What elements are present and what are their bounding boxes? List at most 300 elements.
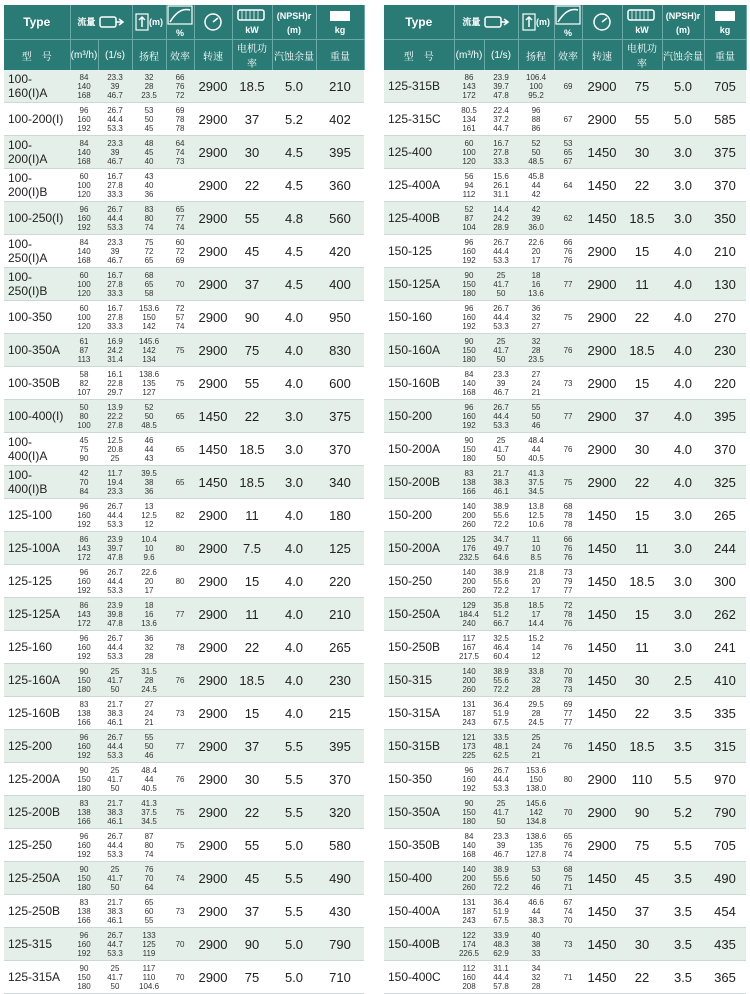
flow-m3h-cell: 84 140 168 [454,829,484,862]
efficiency-cell: 53 65 67 [554,136,582,169]
motor-icon [626,8,658,22]
flow-ls-col-label: (1/s) [484,40,518,71]
efficiency-cell: 76 [554,334,582,367]
weight-cell: 180 [316,499,364,532]
flow-ls-cell: 26.7 44.4 53.3 [484,763,518,796]
table-row [4,763,364,796]
table-body [384,70,746,994]
flow-m3h-col-label: (m³/h) [454,40,484,71]
flow-m3h-cell: 90 150 180 [454,334,484,367]
flow-m3h-cell: 96 160 192 [454,301,484,334]
speed-col-label: 转速 [194,40,232,71]
head-cell: 153.6 150 138.0 [518,763,554,796]
efficiency-cell: 75 [554,466,582,499]
speed-cell: 2900 [582,103,622,136]
model-cell: 125-200B [4,796,70,829]
flow-ls-cell: 11.7 19.4 23.3 [98,466,132,499]
table-row [384,763,746,796]
power-cell: 37 [232,268,272,301]
table-row [384,730,746,763]
flow-ls-cell: 34.7 49.7 64.6 [484,532,518,565]
flow-ls-cell: 23.3 39 46.7 [98,70,132,103]
efficiency-cell: 82 [166,499,194,532]
speed-cell: 2900 [194,730,232,763]
flow-ls-cell: 25 41.7 50 [484,268,518,301]
head-cell: 32 28 23.5 [132,70,166,103]
flow-ls-cell: 26.7 44.4 53.3 [484,301,518,334]
flow-m3h-cell: 117 167 217.5 [454,631,484,664]
efficiency-cell: 76 [166,664,194,697]
weight-cell: 402 [316,103,364,136]
speed-header [582,5,622,40]
weight-cell: 315 [704,730,746,763]
efficiency-cell: 77 [166,730,194,763]
model-col-label: 型 号 [4,40,70,71]
efficiency-header: % [554,5,582,40]
flow-m3h-cell: 90 150 180 [70,664,98,697]
flow-m3h-cell: 96 160 192 [70,565,98,598]
head-cell: 13.8 12.5 10.6 [518,499,554,532]
model-cell: 125-160 [4,631,70,664]
weight-cell: 395 [316,136,364,169]
efficiency-col-label: 效率 [166,40,194,71]
speed-gauge-icon [198,12,228,32]
model-cell: 150-160B [384,367,454,400]
speed-cell: 1450 [582,631,622,664]
speed-cell: 2900 [194,532,232,565]
weight-cell: 130 [704,268,746,301]
weight-cell: 220 [704,367,746,400]
flow-header: 流量 [454,5,518,40]
flow-m3h-cell: 56 94 112 [454,169,484,202]
npsh-cell: 3.5 [662,961,704,994]
npsh-col-label: 汽蚀余量 [272,40,316,71]
model-cell: 100-400(I)A [4,433,70,466]
npsh-cell: 4.0 [272,631,316,664]
efficiency-cell: 70 [166,928,194,961]
flow-ls-cell: 33.5 48.1 62.5 [484,730,518,763]
weight-cell: 370 [704,169,746,202]
weight-cell: 210 [316,598,364,631]
power-cell: 11 [232,598,272,631]
model-cell: 125-400A [384,169,454,202]
table-row [4,334,364,367]
weight-cell: 395 [316,730,364,763]
efficiency-cell: 75 [166,367,194,400]
speed-cell: 1450 [582,565,622,598]
efficiency-cell: 65 [166,433,194,466]
npsh-col-label: 汽蚀余量 [662,40,704,71]
speed-cell: 2900 [582,763,622,796]
weight-cell: 230 [316,664,364,697]
efficiency-cell: 73 [166,697,194,730]
flow-ls-cell: 23.3 39 46.7 [98,235,132,268]
model-cell: 125-315C [384,103,454,136]
power-cell: 75 [622,829,662,862]
flow-ls-cell: 23.3 39 46.7 [484,367,518,400]
head-cell: 27 24 21 [518,367,554,400]
table-row [4,631,364,664]
flow-ls-cell: 22.4 37.2 44.7 [484,103,518,136]
weight-cell: 400 [316,268,364,301]
model-cell: 150-160 [384,301,454,334]
npsh-cell: 4.0 [662,301,704,334]
flow-m3h-cell: 96 160 192 [70,103,98,136]
model-cell: 125-250 [4,829,70,862]
flow-ls-cell: 38.9 55.6 72.2 [484,565,518,598]
speed-cell: 2900 [582,433,622,466]
speed-cell: 2900 [194,895,232,928]
model-cell: 125-200A [4,763,70,796]
model-cell: 125-160A [4,664,70,697]
flow-ls-cell: 16.7 27.8 33.3 [98,301,132,334]
weight-header: kg [704,5,746,40]
efficiency-cell: 65 [166,400,194,433]
npsh-cell: 5.0 [272,961,316,994]
npsh-cell: 3.0 [662,136,704,169]
head-cell: 52 50 48.5 [518,136,554,169]
npsh-cell: 4.0 [272,301,316,334]
model-cell: 125-315A [4,961,70,994]
flow-ls-cell: 16.7 27.8 33.3 [98,268,132,301]
speed-cell: 2900 [582,829,622,862]
flow-m3h-cell: 129 184.4 240 [454,598,484,631]
speed-cell: 2900 [194,697,232,730]
flow-m3h-cell: 42 70 84 [70,466,98,499]
head-cell: 55 50 46 [132,730,166,763]
model-cell: 125-250A [4,862,70,895]
head-cell: 41.3 37.5 34.5 [132,796,166,829]
efficiency-header: % [166,5,194,40]
table-row [384,235,746,268]
head-cell: 29.5 28 24.5 [518,697,554,730]
model-cell: 125-100 [4,499,70,532]
efficiency-cell: 64 [554,169,582,202]
spec-table [384,5,747,994]
npsh-cell: 3.0 [272,433,316,466]
table-row [4,598,364,631]
table-row [4,466,364,499]
power-cell: 22 [232,169,272,202]
speed-cell: 2900 [194,631,232,664]
flow-ls-cell: 26.7 44.7 53.3 [98,928,132,961]
power-cell: 22 [622,301,662,334]
efficiency-cell: 69 77 77 [554,697,582,730]
flow-m3h-cell: 84 140 168 [70,235,98,268]
npsh-cell: 2.5 [662,664,704,697]
model-cell: 125-400 [384,136,454,169]
power-cell: 18.5 [622,730,662,763]
speed-cell: 2900 [582,796,622,829]
power-cell: 18.5 [232,664,272,697]
model-cell: 150-400B [384,928,454,961]
speed-cell: 2900 [194,103,232,136]
model-cell: 125-315 [4,928,70,961]
flow-ls-cell: 26.7 44.4 53.3 [484,235,518,268]
weight-cell: 490 [316,862,364,895]
flow-ls-col-label: (1/s) [98,40,132,71]
flow-ls-cell: 23.9 39.7 47.8 [484,70,518,103]
table-row [4,895,364,928]
power-cell: 11 [232,499,272,532]
table-row [384,400,746,433]
flow-ls-cell: 16.7 27.8 33.3 [98,169,132,202]
head-cell: 48.4 44 40.5 [132,763,166,796]
model-cell: 125-125A [4,598,70,631]
speed-cell: 2900 [194,367,232,400]
weight-cell: 335 [704,697,746,730]
efficiency-cell: 66 76 72 [166,70,194,103]
weight-cell: 370 [316,433,364,466]
efficiency-col-label: 效率 [554,40,582,71]
flow-m3h-cell: 60 100 120 [70,169,98,202]
flow-m3h-cell: 96 160 192 [454,400,484,433]
speed-cell: 1450 [582,928,622,961]
flow-ls-cell: 23.3 39 46.7 [484,829,518,862]
table-row [4,202,364,235]
flow-m3h-cell: 140 200 260 [454,862,484,895]
table-row [4,169,364,202]
weight-cell: 375 [316,400,364,433]
npsh-cell: 4.0 [272,367,316,400]
speed-header [194,5,232,40]
npsh-cell: 4.5 [272,169,316,202]
table-row [384,334,746,367]
flow-ls-cell: 21.7 38.3 46.1 [484,466,518,499]
npsh-cell: 4.0 [272,499,316,532]
flow-m3h-cell: 84 140 168 [454,367,484,400]
head-cell: 25 24 21 [518,730,554,763]
efficiency-curve-icon [167,5,193,25]
flow-ls-cell: 26.7 44.4 53.3 [98,829,132,862]
head-cell: 145.6 142 134.8 [518,796,554,829]
power-cell: 22 [622,466,662,499]
table-row [4,961,364,994]
weight-cell: 395 [704,400,746,433]
power-cell: 22 [622,961,662,994]
head-cell: 18.5 17 14.4 [518,598,554,631]
power-cell: 15 [622,235,662,268]
head-cell: 13 12.5 12 [132,499,166,532]
efficiency-cell: 76 [554,631,582,664]
model-cell: 150-315B [384,730,454,763]
power-cell: 15 [622,499,662,532]
weight-cell: 710 [316,961,364,994]
flow-m3h-cell: 83 138 166 [70,796,98,829]
npsh-cell: 3.0 [662,631,704,664]
npsh-cell: 3.0 [662,202,704,235]
weight-cell: 350 [704,202,746,235]
speed-cell: 2900 [582,301,622,334]
power-cell: 90 [232,301,272,334]
efficiency-cell: 80 [166,532,194,565]
npsh-cell: 3.0 [662,598,704,631]
flow-ls-cell: 16.1 22.8 29.7 [98,367,132,400]
speed-cell: 1450 [194,400,232,433]
power-cell: 37 [232,730,272,763]
power-cell: 37 [232,895,272,928]
model-cell: 150-250A [384,598,454,631]
power-col-label: 电机功率 [232,40,272,71]
power-cell: 15 [232,565,272,598]
head-cell: 48 45 40 [132,136,166,169]
head-cell: 52 50 48.5 [132,400,166,433]
flow-ls-cell: 38.9 55.6 72.2 [484,664,518,697]
model-cell: 100-350 [4,301,70,334]
flow-ls-cell: 21.7 38.3 46.1 [98,796,132,829]
flow-m3h-cell: 96 160 192 [70,631,98,664]
npsh-cell: 5.2 [662,796,704,829]
power-cell: 18.5 [622,202,662,235]
power-col-label: 电机功率 [622,40,662,71]
flow-ls-cell: 25 41.7 50 [98,664,132,697]
model-cell: 125-315B [384,70,454,103]
speed-cell: 2900 [194,136,232,169]
head-cell: 68 65 58 [132,268,166,301]
weight-cell: 600 [316,367,364,400]
head-cell: 106.4 100 95.2 [518,70,554,103]
speed-cell: 1450 [582,598,622,631]
flow-m3h-cell: 61 87 113 [70,334,98,367]
weight-cell: 241 [704,631,746,664]
power-cell: 18.5 [232,466,272,499]
npsh-cell: 5.5 [272,763,316,796]
efficiency-cell: 78 [166,631,194,664]
weight-cell: 830 [316,334,364,367]
power-cell: 22 [622,697,662,730]
efficiency-cell [166,169,194,202]
head-cell: 55 50 46 [518,400,554,433]
efficiency-cell: 76 [166,763,194,796]
efficiency-cell: 70 [554,796,582,829]
table-row [384,829,746,862]
npsh-cell: 5.5 [272,895,316,928]
efficiency-cell: 76 [554,730,582,763]
weight-cell: 340 [316,466,364,499]
table-row [4,664,364,697]
power-cell: 75 [232,334,272,367]
speed-cell: 2900 [582,367,622,400]
flow-m3h-cell: 140 200 260 [454,499,484,532]
npsh-cell: 4.0 [272,697,316,730]
efficiency-cell: 62 [554,202,582,235]
flow-m3h-cell: 86 143 172 [70,532,98,565]
head-cell: 18 16 13.6 [132,598,166,631]
weight-cell: 265 [316,631,364,664]
motor-icon [236,8,268,22]
flow-m3h-cell: 86 143 172 [70,598,98,631]
model-col-label: 型 号 [384,40,454,71]
weight-block-icon [714,10,736,22]
head-cell: 39.5 38 36 [132,466,166,499]
weight-cell: 950 [316,301,364,334]
head-cell: 22.6 20 17 [132,565,166,598]
flow-ls-cell: 15.6 26.1 31.1 [484,169,518,202]
npsh-cell: 4.0 [662,268,704,301]
pipe-flow-icon [484,13,510,31]
npsh-header: (NPSH)r (m) [272,5,316,40]
weight-cell: 435 [704,928,746,961]
weight-cell: 375 [704,136,746,169]
weight-cell: 210 [316,70,364,103]
head-cell: 133 125 119 [132,928,166,961]
table-body [4,70,364,994]
spec-table [4,5,365,994]
table-row [4,367,364,400]
npsh-cell: 4.0 [272,598,316,631]
head-cell: 117 110 104.6 [132,961,166,994]
flow-m3h-cell: 122 174 226.5 [454,928,484,961]
npsh-cell: 5.5 [662,763,704,796]
model-cell: 150-200B [384,466,454,499]
head-cell: 11 10 8.5 [518,532,554,565]
npsh-cell: 5.5 [272,862,316,895]
model-cell: 125-125 [4,565,70,598]
npsh-cell: 4.8 [272,202,316,235]
weight-cell: 970 [704,763,746,796]
table-row [4,829,364,862]
speed-cell: 2900 [194,334,232,367]
model-cell: 100-400(I) [4,400,70,433]
npsh-cell: 5.2 [272,103,316,136]
weight-cell: 560 [316,202,364,235]
table-row [384,697,746,730]
weight-cell: 790 [704,796,746,829]
table-row [4,70,364,103]
power-cell: 7.5 [232,532,272,565]
model-cell: 150-200A [384,433,454,466]
table-row [384,466,746,499]
weight-cell: 244 [704,532,746,565]
speed-cell: 1450 [582,697,622,730]
npsh-cell: 5.5 [662,829,704,862]
head-cell: 10.4 10 9.6 [132,532,166,565]
table-row [4,400,364,433]
flow-header: 流量 [70,5,132,40]
table-row [384,862,746,895]
head-cell: 27 24 21 [132,697,166,730]
speed-cell: 2900 [194,235,232,268]
weight-cell: 265 [704,499,746,532]
npsh-cell: 3.0 [662,565,704,598]
npsh-cell: 4.0 [662,433,704,466]
efficiency-cell: 69 78 78 [166,103,194,136]
model-cell: 125-400B [384,202,454,235]
table-row [4,796,364,829]
table-row [4,565,364,598]
table-row [384,598,746,631]
flow-m3h-cell: 96 160 192 [70,202,98,235]
model-cell: 150-315 [384,664,454,697]
table-row [384,664,746,697]
model-cell: 150-125 [384,235,454,268]
flow-ls-cell: 25 41.7 50 [98,763,132,796]
flow-m3h-cell: 60 100 120 [70,268,98,301]
efficiency-cell: 73 79 77 [554,565,582,598]
npsh-cell: 4.0 [272,334,316,367]
power-cell: 90 [232,928,272,961]
table-row [4,103,364,136]
head-cell: 34 32 28 [518,961,554,994]
weight-cell: 365 [704,961,746,994]
weight-header: kg [316,5,364,40]
table-row [4,235,364,268]
flow-m3h-cell: 96 160 192 [70,928,98,961]
weight-cell: 370 [704,433,746,466]
table-row [384,796,746,829]
table-row [384,136,746,169]
flow-m3h-cell: 125 176 232.5 [454,532,484,565]
